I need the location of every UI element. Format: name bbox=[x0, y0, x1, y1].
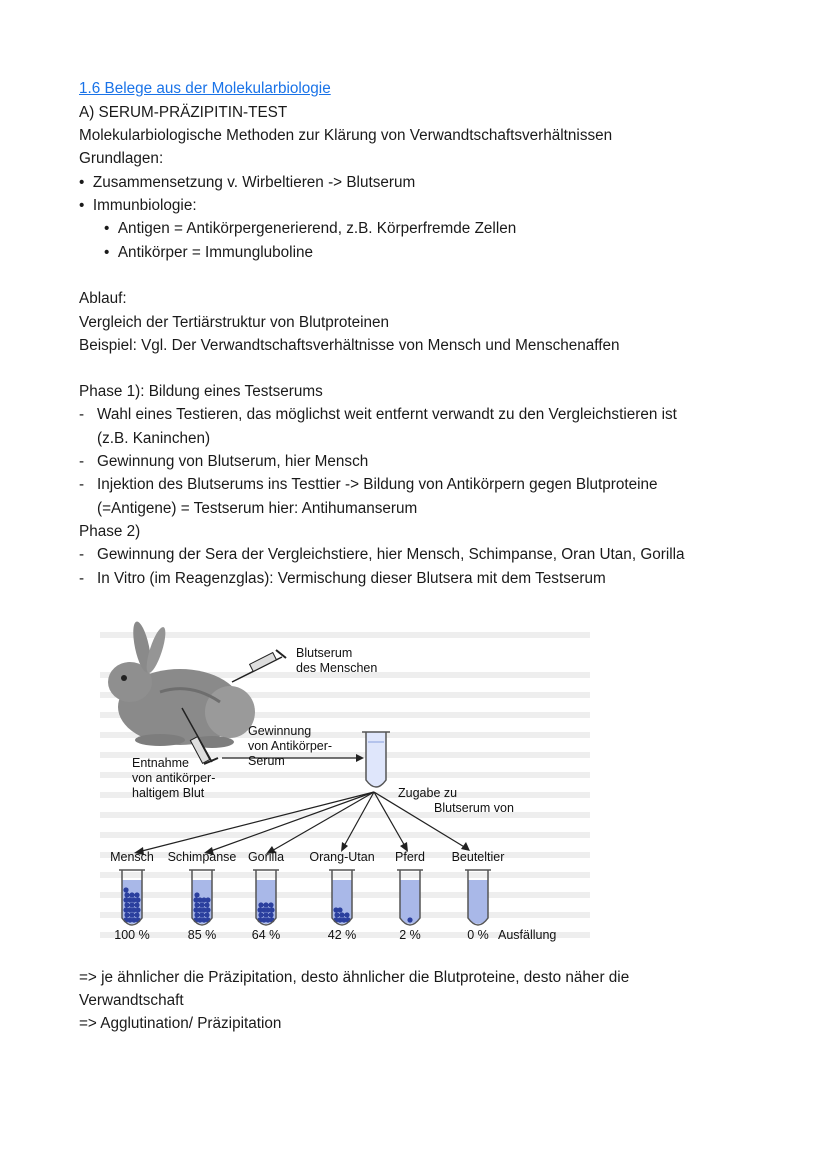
phase1-item-text-cont: (=Antigene) = Testserum hier: Antihumanserum bbox=[97, 500, 418, 517]
test-tube-gorilla bbox=[253, 870, 279, 925]
tube-name-label: Schimpanse bbox=[167, 850, 237, 864]
phase2-title: Phase 2) bbox=[79, 523, 141, 540]
beispiel-text: Beispiel: Vgl. Der Verwandtschaftsverhältnisse von Mensch und Menschenaffen bbox=[79, 337, 620, 354]
bullet-text: Antikörper = Immungluboline bbox=[117, 244, 313, 261]
phase1-title: Phase 1): Bildung eines Testserums bbox=[79, 383, 323, 400]
intro-text: Molekularbiologische Methoden zur Klärung von Verwandtschaftsverhältnissen bbox=[79, 127, 613, 144]
vergleich-text: Vergleich der Tertiärstruktur von Blutproteinen bbox=[79, 314, 390, 331]
tube-percent-label: 0 % bbox=[467, 928, 489, 942]
section-heading-link[interactable]: 1.6 Belege aus der Molekularbiologie bbox=[79, 80, 331, 97]
tube-percent-label: 42 % bbox=[327, 928, 357, 942]
conclusion-line-cont: Verwandtschaft bbox=[79, 992, 184, 1009]
dash-glyph: - bbox=[79, 453, 85, 470]
phase1-item-text-cont: (z.B. Kaninchen) bbox=[97, 430, 211, 447]
subsection-title: A) SERUM-PRÄZIPITIN-TEST bbox=[79, 104, 288, 121]
tube-percent-label: 100 % bbox=[114, 928, 150, 942]
serum-liquid bbox=[468, 880, 488, 924]
grundlagen-label: Grundlagen: bbox=[79, 150, 164, 167]
dash-glyph: - bbox=[79, 406, 85, 423]
tube-name-label: Pferd bbox=[395, 850, 425, 864]
bullet-glyph: • bbox=[104, 220, 110, 237]
tube-percent-label: 2 % bbox=[399, 928, 421, 942]
tube-name-label: Orang-Utan bbox=[309, 850, 375, 864]
label-gewinnung: Gewinnung von Antikörper- Serum bbox=[248, 724, 333, 768]
tube-percent-label: 85 % bbox=[187, 928, 217, 942]
tube-name-label: Beuteltier bbox=[451, 850, 505, 864]
phase1-item-text: Wahl eines Testieren, das möglichst weit entfernt verwandt zu den Vergleichstieren ist bbox=[97, 406, 677, 423]
bullet-text: Antigen = Antikörpergenerierend, z.B. Körperfremde Zellen bbox=[117, 220, 517, 237]
test-tube-schimpanse bbox=[189, 870, 215, 925]
sub-bullet-item bbox=[104, 217, 516, 240]
label-ausfaellung: Ausfällung bbox=[498, 928, 557, 942]
test-tube-pferd bbox=[397, 870, 423, 925]
phase2-item-text: In Vitro (im Reagenzglas): Vermischung dieser Blutsera mit dem Testserum bbox=[97, 570, 606, 587]
bullet-glyph: • bbox=[104, 244, 110, 261]
ablauf-label: Ablauf: bbox=[79, 290, 127, 307]
precipitate bbox=[407, 917, 412, 922]
bullet-item bbox=[79, 194, 197, 217]
tube-name-label: Gorilla bbox=[247, 850, 285, 864]
precipitin-test-figure bbox=[100, 612, 600, 952]
phase1-item-text: Gewinnung von Blutserum, hier Mensch bbox=[97, 453, 369, 470]
bullet-text: Zusammensetzung v. Wirbeltieren -> Blutserum bbox=[92, 174, 416, 191]
dash-glyph: - bbox=[79, 570, 85, 587]
phase2-item-text: Gewinnung der Sera der Vergleichstiere, hier Mensch, Schimpanse, Oran Utan, Gorilla bbox=[97, 546, 685, 563]
tube-name-label: Mensch bbox=[110, 850, 154, 864]
conclusion-line: => je ähnlicher die Präzipitation, desto ähnlicher die Blutproteine, desto näher die bbox=[79, 969, 630, 986]
precipitate bbox=[123, 887, 140, 922]
label-blutserum: Blutserum des Menschen bbox=[296, 646, 378, 675]
conclusion-line: => Agglutination/ Präzipitation bbox=[79, 1015, 282, 1032]
precipitate bbox=[257, 902, 274, 922]
dash-glyph: - bbox=[79, 546, 85, 563]
bullet-glyph: • bbox=[79, 197, 85, 214]
bullet-text: Immunbiologie: bbox=[92, 197, 197, 214]
test-tube-mensch bbox=[119, 870, 145, 925]
label-zugabe: Zugabe zu Blutserum von bbox=[398, 786, 514, 815]
phase1-item-text: Injektion des Blutserums ins Testtier -> Bildung von Antikörpern gegen Blutproteine bbox=[97, 476, 658, 493]
sub-bullet-item bbox=[104, 241, 313, 264]
rabbit-illustration bbox=[108, 620, 255, 748]
test-tube-orang-utan bbox=[329, 870, 355, 925]
test-tube-beuteltier bbox=[465, 870, 491, 925]
tube-percent-label: 64 % bbox=[251, 928, 281, 942]
antibody-serum-tube bbox=[362, 732, 390, 787]
dash-glyph: - bbox=[79, 476, 85, 493]
label-entnahme: Entnahme von antikörper- haltigem Blut bbox=[132, 756, 216, 800]
bullet-glyph: • bbox=[79, 174, 85, 191]
bullet-item bbox=[79, 171, 415, 194]
